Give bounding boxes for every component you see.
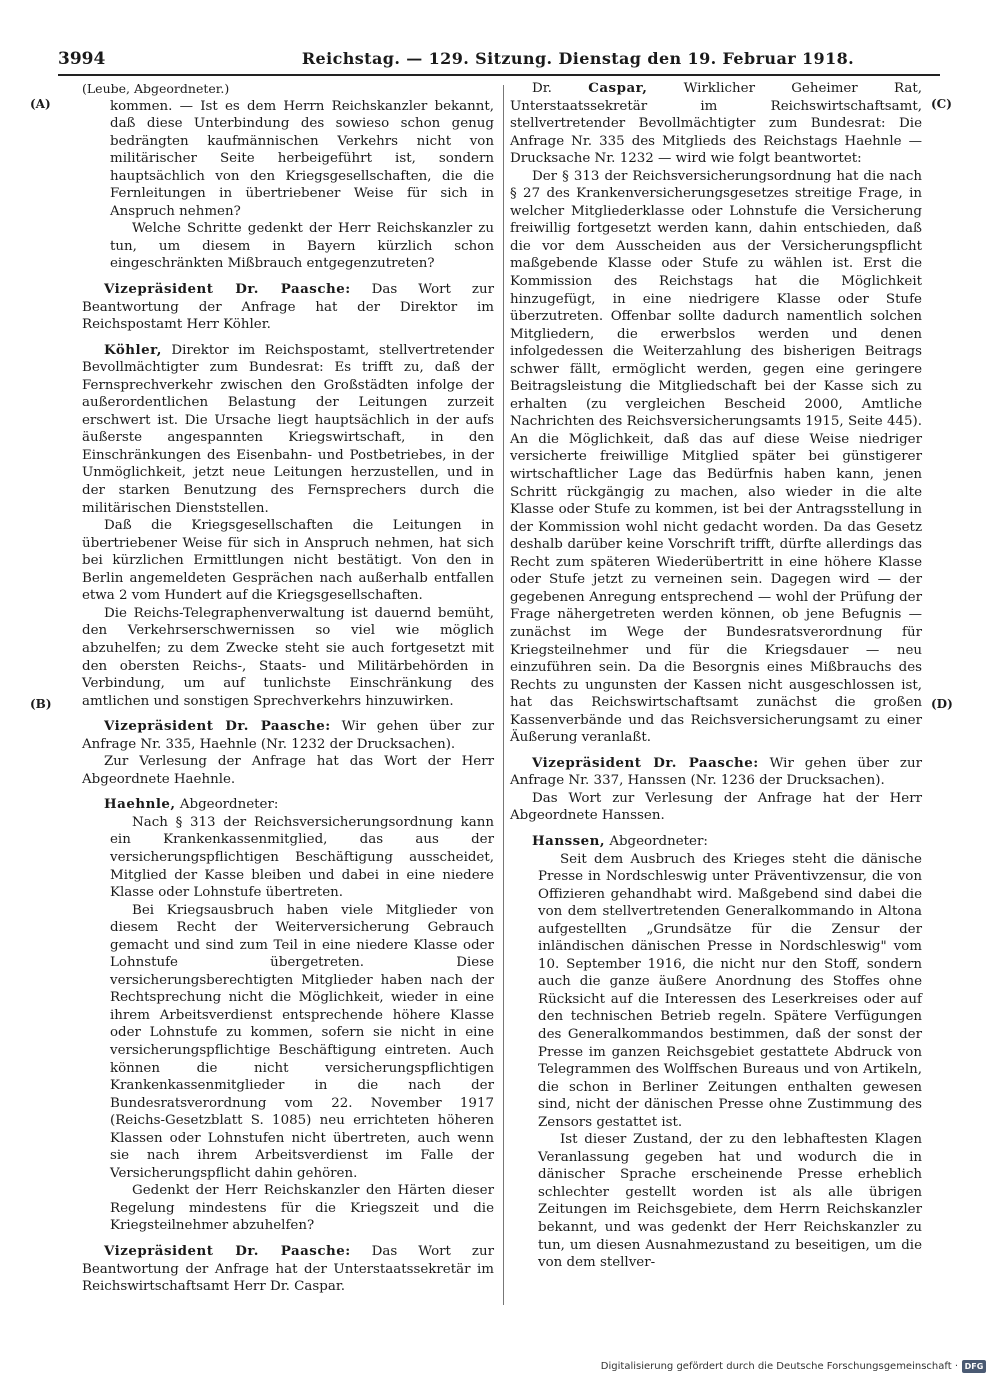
margin-marker-a: (A) xyxy=(30,97,51,111)
speaker-name: Vizepräsident Dr. Paasche: xyxy=(532,754,759,771)
dfg-logo-icon: DFG xyxy=(962,1360,986,1373)
paragraph xyxy=(510,755,922,790)
speaker-title: Dr. xyxy=(532,81,589,96)
paragraph: Daß die Kriegsgesellschaften die Leitungen in übertriebener Weise für sich in Anspruch nehmen, hat sich bei kürzlichen Ermittlungen nicht bestätigt. Von den in Berlin angemeldeten Gesprächen nach außerhalb entfallen etwa 2 vom Hundert auf die Kriegsgesellschaften. xyxy=(82,518,494,604)
paragraph: Nach § 313 der Reichsversicherungsordnung kann ein Krankenkassenmitglied, das aus der versicherungspflichtigen Beschäftigung ausscheidet, Mitglied der Kasse bleiben und dabei in eine niedere Klasse oder Lohnstufe übertreten. xyxy=(110,814,494,901)
continued-speaker-label: (Leube, Abgeordneter.) xyxy=(82,81,230,96)
speech-text: Wirklicher Geheimer Rat, Unterstaatssekretär im Reichswirtschaftsamt, stellvertretender Bevollmächtigter zum Bundesrat: Die Anfrage Nr. 335 des Mitglieds des Reichstags Haehnle — Drucksache Nr. 1232 — wird wie folgt beantwortet: xyxy=(510,81,922,167)
speech-text: Abgeordneter: xyxy=(175,797,279,813)
speech-text: Wir gehen über zur Anfrage Nr. 337, Hanssen (Nr. 1236 der Drucksachen). xyxy=(510,755,922,789)
paragraph xyxy=(82,342,494,517)
paragraph: Seit dem Ausbruch des Krieges steht die dänische Presse in Nordschleswig unter Präventivzensur, die von Offizieren gehandhabt wird. Maßgebend sind dabei die von dem stellvertretenden Generalkommando in Altona aufgestellten „Grundsätze für die Zensur der inländischen dänischen Presse in Nordschleswig" vom 10. September 1916, die nicht nur den Stoff, sondern auch die ganze äußere Anordnung des Stoffes ohne Rücksicht auf die Interessen des Leserkreises oder auf den technischen Betrieb regeln. Spätere Verfügungen des Generalkommandos bestimmen, daß der sonst der Presse im ganzen Reichsgebiet gestattete Abdruck von Telegrammen des Wolffschen Bureaus und von Artikeln, die schon in Berliner Zeitungen enthalten gewesen sind, nicht der dänischen Presse ohne Zustimmung des Zensors gestattet ist. xyxy=(538,851,922,1130)
speaker-name: Köhler, xyxy=(104,341,162,358)
page-footer xyxy=(601,1360,986,1373)
right-column xyxy=(510,80,922,1272)
left-column xyxy=(82,80,494,1296)
paragraph: Gedenkt der Herr Reichskanzler den Härten dieser Regelung mindestens für die Kriegszeit und die Kriegsteilnehmer abzuhelfen? xyxy=(110,1183,494,1234)
paragraph: Der § 313 der Reichsversicherungsordnung hat die nach § 27 des Krankenversicherungsgesetzes streitige Frage, in welcher Mitgliederklasse oder Lohnstufe die Versicherung freiwillig fortgesetzt werden kann, dahin entschieden, daß die vor dem Ausscheiden aus der Versicherungspflicht maßgebende Klasse oder Stufe zu wählen ist. Erst die Kommission des Reichstags hat die Möglichkeit hinzugefügt, in eine niedrigere Klasse oder Stufe überzutreten. Offenbar sollte dadurch namentlich solchen Mitgliedern, die erwerbslos werden und denen infolgedessen die Weiterzahlung des bisherigen Beitrags schwer fällt, ermöglicht werden, gegen eine geringere Beitragsleistung die Mitgliedschaft bei der Kasse sich zu erhalten (zu vergleichen Bescheid 2000, Amtliche Nachrichten des Reichsversicherungsamts 1915, Seite 445). An die Möglichkeit, daß das auf diese Weise niedriger versicherte freiwillige Mitglied später bei günstigerer wirtschaftlicher Lage das Bedürfnis haben kann, jenen Schritt rückgängig zu machen, also wieder in die alte Klasse oder Stufe zu kommen, ist bei der Antragsstellung in der Kommission wohl nicht gedacht worden. Da das Gesetz deshalb darüber keine Vorschrift trifft, dürfte allerdings das Recht zum späteren Wiederübertritt in eine höhere Klasse oder Stufe jetzt zu verneinen sein. Dagegen wird — der gegebenen Anregung entsprechend — wohl der Prüfung der Frage nähergetreten werden können, ob jene Befugnis — zunächst im Wege der Bundesratsverordnung für Kriegsteilnehmer und für die Kriegsdauer — neu einzuführen sein. Da die Besorgnis eines Mißbrauchs des Rechts zu ungunsten der Kassen nicht ausgeschlossen ist, hat das Reichswirtschaftsamt zunächst die großen Kassenverbände und das Reichsversicherungsamt zu einer Äußerung veranlaßt. xyxy=(510,168,922,746)
paragraph: Bei Kriegsausbruch haben viele Mitglieder von diesem Recht der Weiterversicherung Gebrauch gemacht und sind zum Teil in eine niedere Klasse oder Lohnstufe übergetreten. Diese versicherungsberechtigten Mitglieder haben nach der Rechtsprechung nicht die Möglichkeit, wieder in eine ihrem Arbeitsverdienst entsprechende höhere Klasse oder Lohnstufe zu kommen, sofern sie nicht in eine versicherungspflichtige Beschäftigung eintreten. Auch können die nicht versicherungspflichtigen Krankenkassenmitglieder in die nach der Bundesratsverordnung vom 22. November 1917 (Reichs-Gesetzblatt S. 1085) neu errichteten höheren Klassen oder Lohnstufen nicht übertreten, auch wenn sie nach ihrem Arbeitsverdienst im Falle der Versicherungspflicht dahin gehören. xyxy=(110,902,494,1181)
margin-marker-c: (C) xyxy=(931,97,952,111)
paragraph: Das Wort zur Verlesung der Anfrage hat der Herr Abgeordnete Hanssen. xyxy=(510,790,922,824)
paragraph xyxy=(82,281,494,334)
paragraph xyxy=(82,796,494,814)
paragraph xyxy=(82,718,494,753)
paragraph: Die Reichs-Telegraphenverwaltung ist dauernd bemüht, den Verkehrserschwernissen so viel wie möglich abzuhelfen; zu dem Zwecke steht sie auch fortgesetzt mit den obersten Reichs-, Staats- und Militärbehörden in Verbindung, um auf tunlichste Einschränkung des amtlichen und sonstigen Sprechverkehrs hinzuwirken. xyxy=(82,605,494,709)
margin-marker-b: (B) xyxy=(30,697,52,711)
column-divider xyxy=(503,85,504,1305)
paragraph: Ist dieser Zustand, der zu den lebhaftesten Klagen Veranlassung gegeben hat und wodurch die in dänischer Sprache erscheinende Presse erheblich schlechter gestellt worden ist als alle übrigen Zeitungen im Reichsgebiete, dem Herrn Reichskanzler bekannt, und was gedenkt der Herr Reichskanzler zu tun, um diesen Ausnahmezustand zu beseitigen, um die von dem stellver- xyxy=(538,1132,922,1271)
speaker-name: Vizepräsident Dr. Paasche: xyxy=(104,281,351,298)
page-header xyxy=(58,48,940,76)
margin-marker-d: (D) xyxy=(931,697,953,711)
speech-text: Wir gehen über zur Anfrage Nr. 335, Haehnle (Nr. 1232 der Drucksachen). xyxy=(82,719,494,752)
footer-credit: Digitalisierung gefördert durch die Deutsche Forschungsgemeinschaft · xyxy=(600,1361,958,1372)
paragraph xyxy=(510,833,922,851)
speaker-name: Caspar, xyxy=(588,80,648,96)
speaker-name: Vizepräsident Dr. Paasche: xyxy=(104,718,331,735)
running-head: Reichstag. — 129. Sitzung. Dienstag den 19. Februar 1918. xyxy=(301,49,855,68)
paragraph xyxy=(510,80,922,168)
page-number: 3994 xyxy=(58,49,106,69)
speech-text: Direktor im Reichspostamt, stellvertretender Bevollmächtigter zum Bundesrat: Es trifft zu, daß der Fernsprechverkehr zwischen den Großstädten infolge der außerordentlichen Belastung der Leitungen zurzeit erschwert ist. Die Ursache liegt hauptsächlich in der aufs äußerste angespannten Kriegswirtschaft, in den Einschränkungen des Eisenbahn- und Postbetriebes, in der Unmöglichkeit, jetzt neue Leitungen herzustellen, und in der starken Benutzung des Fernsprechers durch die militärischen Dienststellen. xyxy=(82,342,494,516)
speaker-name: Hanssen, xyxy=(532,832,606,849)
speaker-name: Vizepräsident Dr. Paasche: xyxy=(104,1243,351,1259)
paragraph: Welche Schritte gedenkt der Herr Reichskanzler zu tun, um diesem in Bayern kürzlich schon eingeschränkten Mißbrauch entgegenzutreten? xyxy=(110,221,494,272)
speaker-name: Haehnle, xyxy=(104,796,176,813)
speech-text: Das Wort zur Beantwortung der Anfrage hat der Direktor im Reichspostamt Herr Köhler. xyxy=(82,282,494,333)
paragraph xyxy=(82,1243,494,1296)
speech-text: Das Wort zur Beantwortung der Anfrage hat der Unterstaatssekretär im Reichswirtschaftsamt Herr Dr. Caspar. xyxy=(82,1244,494,1295)
paragraph: kommen. — Ist es dem Herrn Reichskanzler bekannt, daß diese Unterbindung des sowieso schon genug bedrängten kaufmännischen Verkehrs nicht von militärischer Seite herbeigeführt ist, sondern hauptsächlich von den Kriegsgesellschaften, die die Fernleitungen in übertriebener Weise für sich in Anspruch nehmen? xyxy=(110,98,494,219)
paragraph: Zur Verlesung der Anfrage hat das Wort der Herr Abgeordnete Haehnle. xyxy=(82,754,494,787)
speech-text: Abgeordneter: xyxy=(605,833,708,849)
